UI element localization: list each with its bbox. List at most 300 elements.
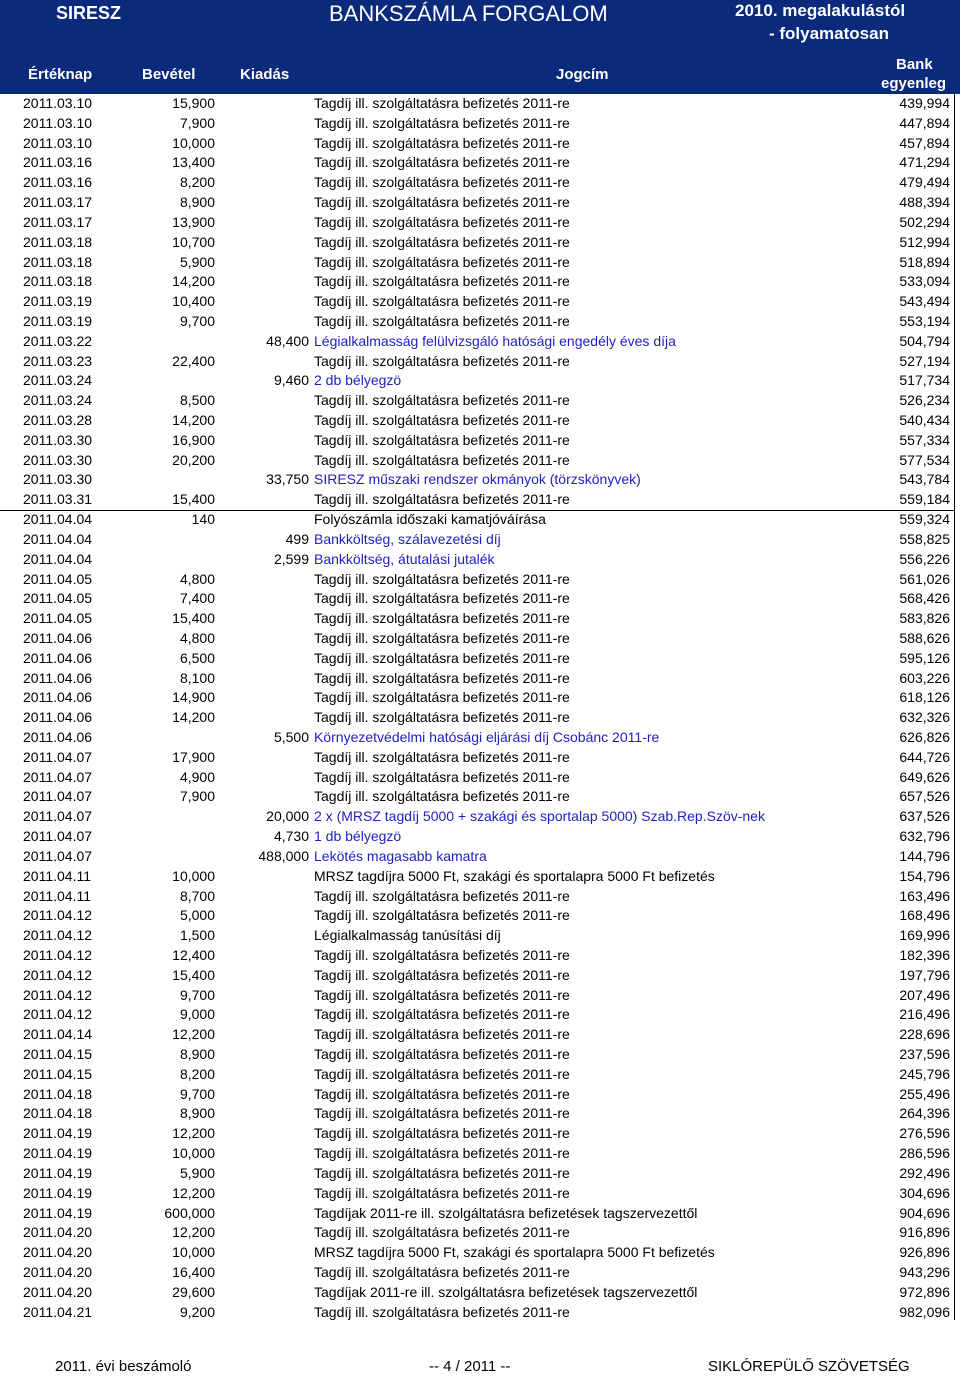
row-income: 10,000 [172, 867, 215, 884]
row-income: 15,400 [172, 610, 215, 627]
row-date: 2011.04.06 [23, 669, 93, 686]
row-date: 2011.04.19 [23, 1145, 93, 1162]
row-date: 2011.04.19 [23, 1164, 93, 1181]
row-title: Tagdíj ill. szolgáltatásra befizetés 2011-re [314, 1026, 570, 1043]
row-income: 7,900 [179, 788, 215, 805]
row-balance: 556,226 [899, 550, 950, 567]
row-balance: 286,596 [899, 1145, 950, 1162]
table-row [0, 748, 960, 768]
row-title: Légialkalmasság felülvizsgáló hatósági engedély éves díja [314, 332, 676, 349]
row-expense: 20,000 [266, 808, 309, 825]
report-header [0, 0, 960, 94]
row-balance: 972,896 [899, 1283, 950, 1300]
table-row [0, 1164, 960, 1184]
row-income: 10,000 [172, 1244, 215, 1261]
row-balance: 644,726 [899, 748, 950, 765]
row-balance: 632,326 [899, 709, 950, 726]
row-title: Tagdíj ill. szolgáltatásra befizetés 2011-re [314, 788, 570, 805]
row-income: 8,900 [179, 1105, 215, 1122]
row-balance: 543,784 [899, 471, 950, 488]
row-balance: 603,226 [899, 669, 950, 686]
row-date: 2011.03.30 [23, 451, 93, 468]
table-row [0, 371, 960, 391]
row-balance: 540,434 [899, 412, 950, 428]
table-row [0, 391, 960, 411]
table-row [0, 94, 960, 114]
row-title: Tagdíjak 2011-re ill. szolgáltatásra befizetések tagszervezettől [314, 1204, 698, 1221]
row-balance: 304,696 [899, 1184, 950, 1201]
row-income: 17,900 [172, 748, 215, 765]
row-balance: 916,896 [899, 1224, 950, 1241]
row-title: Tagdíj ill. szolgáltatásra befizetés 2011-re [314, 748, 570, 765]
footer-left: 2011. évi beszámoló [55, 1358, 192, 1375]
row-income: 9,700 [179, 312, 215, 329]
row-income: 14,200 [172, 273, 215, 290]
row-balance: 982,096 [899, 1303, 950, 1320]
col-header-income: Bevétel [142, 66, 196, 83]
row-title: Tagdíj ill. szolgáltatásra befizetés 2011-re [314, 629, 570, 646]
row-date: 2011.03.17 [23, 194, 93, 211]
row-balance: 637,526 [899, 808, 950, 825]
row-title: Bankköltség, átutalási jutalék [314, 550, 495, 567]
row-income: 600,000 [164, 1204, 215, 1221]
row-date: 2011.04.15 [23, 1046, 93, 1062]
row-expense: 488,000 [258, 847, 309, 864]
row-date: 2011.04.04 [23, 530, 93, 547]
row-title: Tagdíj ill. szolgáltatásra befizetés 2011-re [314, 907, 570, 924]
row-title: Tagdíj ill. szolgáltatásra befizetés 2011-re [314, 273, 570, 290]
row-title: 1 db bélyegzö [314, 828, 402, 845]
row-balance: 559,324 [899, 511, 950, 528]
row-expense: 9,460 [273, 372, 309, 389]
table-row [0, 827, 960, 847]
table-row [0, 352, 960, 372]
row-date: 2011.04.18 [23, 1085, 93, 1102]
row-title: Tagdíj ill. szolgáltatásra befizetés 2011-re [314, 233, 570, 250]
row-date: 2011.03.28 [23, 412, 93, 428]
table-row [0, 946, 960, 966]
row-title: Tagdíj ill. szolgáltatásra befizetés 2011-re [314, 134, 570, 151]
table-row [0, 1263, 960, 1283]
row-date: 2011.04.12 [23, 946, 93, 963]
row-title: Tagdíj ill. szolgáltatásra befizetés 2011-re [314, 1184, 570, 1201]
row-title: Tagdíj ill. szolgáltatásra befizetés 2011-re [314, 1303, 570, 1320]
row-title: Tagdíj ill. szolgáltatásra befizetés 2011-re [314, 451, 570, 468]
row-title: Bankköltség, szálavezetési díj [314, 530, 501, 547]
row-expense: 33,750 [266, 471, 309, 488]
row-date: 2011.04.11 [23, 867, 91, 884]
table-row [0, 510, 960, 530]
row-income: 5,900 [179, 1164, 215, 1181]
row-date: 2011.04.05 [23, 590, 93, 607]
table-row [0, 966, 960, 986]
row-balance: 657,526 [899, 788, 950, 805]
row-date: 2011.04.07 [23, 768, 93, 785]
row-income: 8,500 [179, 392, 215, 409]
row-date: 2011.04.12 [23, 1006, 93, 1023]
row-income: 14,900 [172, 689, 215, 706]
row-date: 2011.04.06 [23, 629, 93, 646]
table-row [0, 649, 960, 669]
row-balance: 504,794 [899, 332, 950, 349]
row-income: 8,700 [179, 887, 215, 904]
row-date: 2011.04.19 [23, 1125, 93, 1142]
row-date: 2011.04.07 [23, 788, 93, 805]
table-row [0, 1184, 960, 1204]
row-title: Légialkalmasság tanúsítási díj [314, 927, 501, 944]
row-income: 9,200 [179, 1303, 215, 1320]
row-income: 9,700 [179, 1085, 215, 1102]
row-income: 12,200 [172, 1026, 215, 1043]
row-date: 2011.04.05 [23, 610, 93, 627]
row-date: 2011.04.20 [23, 1224, 93, 1241]
row-balance: 255,496 [899, 1085, 950, 1102]
row-title: Tagdíj ill. szolgáltatásra befizetés 2011-re [314, 1145, 570, 1162]
row-title: Tagdíj ill. szolgáltatásra befizetés 2011-re [314, 709, 570, 726]
row-title: Tagdíj ill. szolgáltatásra befizetés 2011-re [314, 114, 570, 131]
table-row [0, 629, 960, 649]
row-title: Tagdíj ill. szolgáltatásra befizetés 2011-re [314, 352, 570, 369]
table-row [0, 1065, 960, 1085]
footer-page: -- 4 / 2011 -- [429, 1358, 511, 1375]
row-title: Tagdíj ill. szolgáltatásra befizetés 2011-re [314, 1125, 570, 1142]
table-row [0, 669, 960, 689]
row-title: 2 x (MRSZ tagdíj 5000 + szakági és sportalap 5000) Szab.Rep.Szöv-nek [314, 808, 765, 825]
row-title: Tagdíj ill. szolgáltatásra befizetés 2011-re [314, 669, 570, 686]
row-balance: 588,626 [899, 629, 950, 646]
row-balance: 197,796 [899, 966, 950, 983]
table-row [0, 1144, 960, 1164]
row-date: 2011.04.07 [23, 808, 93, 825]
row-expense: 5,500 [273, 729, 309, 745]
table-row [0, 233, 960, 253]
row-balance: 527,194 [899, 352, 950, 369]
table-row [0, 1243, 960, 1263]
table-row [0, 768, 960, 788]
table-row [0, 550, 960, 570]
row-income: 15,400 [172, 966, 215, 983]
table-row [0, 114, 960, 134]
row-date: 2011.03.18 [23, 253, 93, 270]
table-row [0, 272, 960, 292]
row-date: 2011.03.17 [23, 213, 93, 230]
row-income: 16,400 [172, 1263, 215, 1280]
table-row [0, 1124, 960, 1144]
row-income: 10,700 [172, 233, 215, 250]
row-title: Tagdíj ill. szolgáltatásra befizetés 2011-re [314, 1065, 570, 1082]
row-balance: 292,496 [899, 1164, 950, 1181]
row-income: 8,900 [179, 1046, 215, 1062]
org-name: SIRESZ [56, 3, 122, 23]
row-income: 8,200 [179, 1065, 215, 1082]
table-row [0, 887, 960, 907]
row-date: 2011.04.12 [23, 927, 93, 944]
row-title: Tagdíj ill. szolgáltatásra befizetés 2011-re [314, 213, 570, 230]
row-date: 2011.04.06 [23, 689, 93, 706]
row-title: Tagdíj ill. szolgáltatásra befizetés 2011-re [314, 590, 570, 607]
row-date: 2011.04.04 [23, 511, 93, 528]
row-title: Tagdíj ill. szolgáltatásra befizetés 2011-re [314, 194, 570, 211]
table-row [0, 134, 960, 154]
row-title: Tagdíj ill. szolgáltatásra befizetés 2011-re [314, 1224, 570, 1241]
table-row [0, 253, 960, 273]
table-row [0, 807, 960, 827]
row-balance: 237,596 [899, 1046, 950, 1062]
row-balance: 144,796 [899, 847, 950, 864]
table-row [0, 906, 960, 926]
row-expense: 2,599 [273, 550, 309, 567]
row-income: 9,000 [179, 1006, 215, 1023]
row-date: 2011.03.10 [23, 134, 93, 151]
row-date: 2011.03.30 [23, 431, 93, 448]
row-date: 2011.04.20 [23, 1283, 93, 1300]
col-header-balance-2: egyenleg [881, 75, 947, 92]
row-date: 2011.04.05 [23, 570, 93, 587]
row-balance: 439,994 [899, 95, 950, 111]
row-balance: 561,026 [899, 570, 950, 587]
table-row [0, 490, 960, 510]
row-title: Tagdíj ill. szolgáltatásra befizetés 2011-re [314, 392, 570, 409]
col-header-date: Értéknap [28, 66, 93, 83]
row-income: 10,000 [172, 134, 215, 151]
row-title: MRSZ tagdíjra 5000 Ft, szakági és sportalapra 5000 Ft befizetés [314, 1244, 715, 1261]
row-title: Tagdíj ill. szolgáltatásra befizetés 2011-re [314, 649, 570, 666]
row-date: 2011.03.24 [23, 372, 93, 389]
row-income: 140 [191, 511, 215, 528]
table-row [0, 470, 960, 490]
row-balance: 632,796 [899, 828, 950, 845]
row-date: 2011.03.16 [23, 154, 93, 171]
row-income: 14,200 [172, 709, 215, 726]
row-balance: 904,696 [899, 1204, 950, 1221]
row-income: 4,800 [179, 570, 215, 587]
row-title: Tagdíj ill. szolgáltatásra befizetés 2011-re [314, 1164, 570, 1181]
row-balance: 568,426 [899, 590, 950, 607]
col-header-balance-1: Bank [896, 56, 933, 73]
table-row [0, 1025, 960, 1045]
table-row [0, 1303, 960, 1323]
table-row [0, 431, 960, 451]
row-income: 4,900 [179, 768, 215, 785]
row-date: 2011.04.14 [23, 1026, 93, 1043]
row-title: Tagdíj ill. szolgáltatásra befizetés 2011-re [314, 174, 570, 191]
table-row [0, 708, 960, 728]
row-balance: 543,494 [899, 293, 950, 310]
row-income: 1,500 [179, 927, 215, 944]
row-balance: 457,894 [899, 134, 950, 151]
row-title: Tagdíj ill. szolgáltatásra befizetés 2011-re [314, 154, 570, 171]
row-balance: 163,496 [899, 887, 950, 904]
table-row [0, 787, 960, 807]
row-date: 2011.04.21 [23, 1303, 93, 1320]
row-balance: 557,334 [899, 431, 950, 448]
table-row [0, 312, 960, 332]
row-title: Tagdíj ill. szolgáltatásra befizetés 2011-re [314, 887, 570, 904]
row-title: Tagdíj ill. szolgáltatásra befizetés 2011-re [314, 570, 570, 587]
row-balance: 245,796 [899, 1065, 950, 1082]
row-date: 2011.04.19 [23, 1184, 93, 1201]
row-title: 2 db bélyegzö [314, 372, 402, 389]
row-title: Tagdíjak 2011-re ill. szolgáltatásra befizetések tagszervezettől [314, 1283, 698, 1300]
row-title: MRSZ tagdíjra 5000 Ft, szakági és sportalapra 5000 Ft befizetés [314, 867, 715, 884]
row-income: 7,900 [179, 114, 215, 131]
row-date: 2011.04.12 [23, 907, 93, 924]
row-balance: 618,126 [899, 689, 950, 706]
row-balance: 517,734 [899, 372, 950, 389]
row-date: 2011.04.04 [23, 550, 93, 567]
table-row [0, 213, 960, 233]
row-date: 2011.03.19 [23, 293, 93, 310]
row-income: 20,200 [172, 451, 215, 468]
report-title: BANKSZÁMLA FORGALOM [329, 1, 608, 26]
row-income: 9,700 [179, 986, 215, 1003]
table-row [0, 411, 960, 431]
row-income: 6,500 [179, 649, 215, 666]
row-balance: 533,094 [899, 273, 950, 290]
row-balance: 207,496 [899, 986, 950, 1003]
row-balance: 518,894 [899, 253, 950, 270]
row-income: 12,200 [172, 1224, 215, 1241]
row-date: 2011.04.19 [23, 1204, 93, 1221]
row-balance: 558,825 [899, 530, 950, 547]
footer-right: SIKLÓREPÜLŐ SZÖVETSÉG [708, 1358, 910, 1375]
row-income: 13,900 [172, 213, 215, 230]
row-balance: 595,126 [899, 649, 950, 666]
row-date: 2011.03.10 [23, 114, 93, 131]
row-title: Tagdíj ill. szolgáltatásra befizetés 2011-re [314, 431, 570, 448]
row-title: Tagdíj ill. szolgáltatásra befizetés 2011-re [314, 610, 570, 627]
table-row [0, 1045, 960, 1065]
row-balance: 169,996 [899, 927, 950, 944]
row-title: Tagdíj ill. szolgáltatásra befizetés 2011-re [314, 312, 570, 329]
row-balance: 926,896 [899, 1244, 950, 1261]
table-row [0, 986, 960, 1006]
row-date: 2011.03.19 [23, 312, 93, 329]
row-balance: 488,394 [899, 194, 950, 211]
row-income: 8,900 [179, 194, 215, 211]
row-balance: 182,396 [899, 946, 950, 963]
row-title: Tagdíj ill. szolgáltatásra befizetés 2011-re [314, 689, 570, 706]
row-expense: 499 [285, 530, 309, 547]
row-balance: 553,194 [899, 312, 950, 329]
row-income: 12,200 [172, 1125, 215, 1142]
row-date: 2011.03.18 [23, 233, 93, 250]
row-income: 16,900 [172, 431, 215, 448]
row-balance: 649,626 [899, 768, 950, 785]
row-expense: 48,400 [266, 332, 309, 349]
table-row [0, 867, 960, 887]
row-balance: 276,596 [899, 1125, 950, 1142]
row-date: 2011.03.22 [23, 332, 93, 349]
table-row [0, 1085, 960, 1105]
row-title: Tagdíj ill. szolgáltatásra befizetés 2011-re [314, 1085, 570, 1102]
row-income: 5,900 [179, 253, 215, 270]
row-income: 10,400 [172, 293, 215, 310]
row-title: Tagdíj ill. szolgáltatásra befizetés 2011-re [314, 1263, 570, 1280]
table-row [0, 292, 960, 312]
row-balance: 168,496 [899, 907, 950, 924]
row-income: 8,100 [179, 669, 215, 686]
row-title: Tagdíj ill. szolgáltatásra befizetés 2011-re [314, 966, 570, 983]
row-income: 15,400 [172, 491, 215, 508]
row-title: Tagdíj ill. szolgáltatásra befizetés 2011-re [314, 986, 570, 1003]
row-title: Tagdíj ill. szolgáltatásra befizetés 2011-re [314, 768, 570, 785]
row-income: 5,000 [179, 907, 215, 924]
table-row [0, 332, 960, 352]
row-title: Környezetvédelmi hatósági eljárási díj Csobánc 2011-re [314, 729, 660, 745]
row-balance: 943,296 [899, 1263, 950, 1280]
row-income: 14,200 [172, 412, 215, 428]
row-date: 2011.03.30 [23, 471, 93, 488]
row-balance: 502,294 [899, 213, 950, 230]
row-date: 2011.04.07 [23, 828, 93, 845]
row-date: 2011.04.18 [23, 1105, 93, 1122]
table-row [0, 1104, 960, 1124]
row-balance: 512,994 [899, 233, 950, 250]
row-balance: 228,696 [899, 1026, 950, 1043]
row-date: 2011.04.20 [23, 1263, 93, 1280]
row-balance: 577,534 [899, 451, 950, 468]
row-income: 12,200 [172, 1184, 215, 1201]
row-date: 2011.03.10 [23, 95, 93, 111]
row-title: Tagdíj ill. szolgáltatásra befizetés 2011-re [314, 293, 570, 310]
row-expense: 4,730 [273, 828, 309, 845]
row-balance: 479,494 [899, 174, 950, 191]
period-line-2: - folyamatosan [769, 24, 889, 43]
table-row [0, 1005, 960, 1025]
table-row [0, 609, 960, 629]
row-title: Lekötés magasabb kamatra [314, 847, 487, 864]
table-row [0, 530, 960, 550]
row-date: 2011.04.06 [23, 729, 93, 745]
table-row [0, 1204, 960, 1224]
row-income: 10,000 [172, 1145, 215, 1162]
row-balance: 626,826 [899, 729, 950, 745]
row-title: Tagdíj ill. szolgáltatásra befizetés 2011-re [314, 946, 570, 963]
row-balance: 526,234 [899, 392, 950, 409]
row-date: 2011.03.24 [23, 392, 93, 409]
row-title: Folyószámla időszaki kamatjóváírása [314, 511, 546, 528]
table-row [0, 173, 960, 193]
row-date: 2011.03.31 [23, 491, 93, 508]
period-line-1: 2010. megalakulástól [735, 1, 906, 20]
row-date: 2011.04.11 [23, 887, 91, 904]
row-balance: 154,796 [899, 867, 950, 884]
row-title: Tagdíj ill. szolgáltatásra befizetés 2011-re [314, 253, 570, 270]
row-title: Tagdíj ill. szolgáltatásra befizetés 2011-re [314, 1105, 570, 1122]
row-title: Tagdíj ill. szolgáltatásra befizetés 2011-re [314, 1006, 570, 1023]
row-date: 2011.03.18 [23, 273, 93, 290]
row-income: 15,900 [172, 95, 215, 111]
table-row [0, 728, 960, 748]
row-date: 2011.04.06 [23, 709, 93, 726]
row-date: 2011.04.20 [23, 1244, 93, 1261]
row-title: Tagdíj ill. szolgáltatásra befizetés 2011-re [314, 412, 570, 428]
row-income: 22,400 [172, 352, 215, 369]
col-header-expense: Kiadás [240, 66, 290, 83]
transactions-table [0, 94, 960, 1322]
col-header-title: Jogcím [556, 66, 609, 83]
row-date: 2011.04.07 [23, 748, 93, 765]
table-row [0, 1223, 960, 1243]
row-date: 2011.04.07 [23, 847, 93, 864]
row-income: 7,400 [179, 590, 215, 607]
row-balance: 447,894 [899, 114, 950, 131]
row-balance: 471,294 [899, 154, 950, 171]
row-date: 2011.04.12 [23, 986, 93, 1003]
table-row [0, 847, 960, 867]
row-income: 4,800 [179, 629, 215, 646]
